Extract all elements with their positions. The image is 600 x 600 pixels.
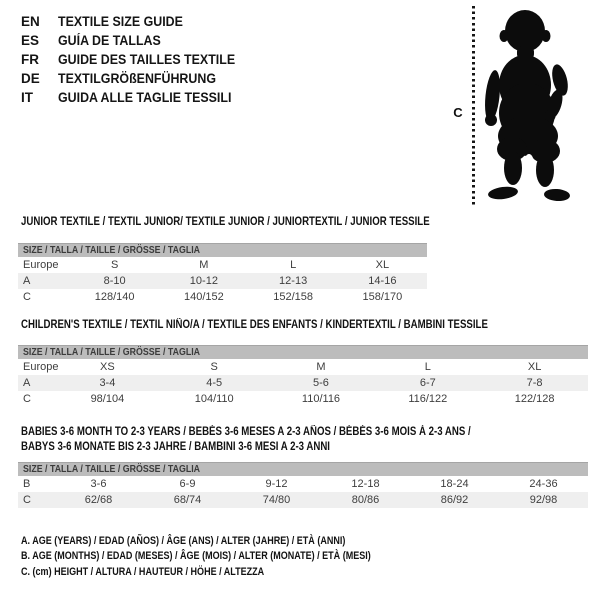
language-row-en bbox=[21, 12, 251, 31]
measurement-legend bbox=[21, 534, 448, 580]
children-table-title: CHILDREN'S TEXTILE / TEXTIL NIÑO/A / TEXTILE DES ENFANTS / KINDERTEXTIL / BAMBINI TESSILE bbox=[21, 319, 488, 331]
language-code: DE bbox=[21, 71, 40, 86]
size-cell: 18-24 bbox=[440, 478, 469, 490]
language-title: GUIDE DES TAILLES TEXTILE bbox=[58, 52, 236, 67]
size-cell: 152/158 bbox=[273, 291, 313, 303]
size-cell: 24-36 bbox=[529, 478, 558, 490]
size-cell: 10-12 bbox=[189, 275, 218, 287]
children-size-table bbox=[18, 345, 588, 407]
babies-size-table bbox=[18, 462, 588, 508]
size-cell: S bbox=[110, 259, 119, 271]
table-row bbox=[18, 391, 588, 407]
size-cell: L bbox=[290, 259, 297, 271]
size-cell: 6-7 bbox=[419, 377, 436, 389]
language-code: FR bbox=[21, 52, 39, 67]
row-label: C bbox=[23, 494, 31, 506]
language-row-de bbox=[21, 69, 251, 88]
junior-table-title: JUNIOR TEXTILE / TEXTIL JUNIOR/ TEXTILE JUNIOR / JUNIORTEXTIL / JUNIOR TESSILE bbox=[21, 216, 430, 228]
size-cell: 14-16 bbox=[368, 275, 397, 287]
size-cell: 9-12 bbox=[265, 478, 288, 490]
language-list bbox=[21, 12, 251, 107]
junior-size-table bbox=[18, 243, 427, 305]
table-row bbox=[18, 492, 588, 508]
language-title: GUIDA ALLE TAGLIE TESSILI bbox=[58, 90, 232, 105]
row-label: C bbox=[23, 393, 31, 405]
size-cell: 92/98 bbox=[529, 494, 558, 506]
language-code: EN bbox=[21, 14, 40, 29]
row-label: A bbox=[23, 377, 31, 389]
size-cell: 3-4 bbox=[99, 377, 116, 389]
height-dashed-line bbox=[472, 6, 475, 207]
legend-line-a: A. AGE (YEARS) / EDAD (AÑOS) / ÂGE (ANS) / ALTER (JAHRE) / ETÀ (ANNI) bbox=[21, 535, 346, 547]
row-label: B bbox=[23, 478, 31, 490]
size-header-bar: SIZE / TALLA / TAILLE / GRÖSSE / TAGLIA bbox=[18, 243, 427, 257]
size-cell: 12-18 bbox=[351, 478, 380, 490]
size-cell: M bbox=[316, 361, 326, 373]
size-cell: 62/68 bbox=[84, 494, 113, 506]
size-cell: 158/170 bbox=[362, 291, 403, 303]
language-row-es bbox=[21, 31, 251, 50]
size-cell: 122/128 bbox=[514, 393, 555, 405]
size-cell: 8-10 bbox=[103, 275, 126, 287]
row-label: A bbox=[23, 275, 31, 287]
table-row bbox=[18, 257, 427, 273]
row-label: Europe bbox=[23, 259, 59, 271]
table-row bbox=[18, 289, 427, 305]
size-cell: 3-6 bbox=[90, 478, 107, 490]
table-row bbox=[18, 476, 588, 492]
language-row-it bbox=[21, 88, 251, 107]
size-cell: 74/80 bbox=[262, 494, 291, 506]
table-row bbox=[18, 375, 588, 391]
size-cell: 6-9 bbox=[179, 478, 196, 490]
size-cell: 12-13 bbox=[279, 275, 308, 287]
table-row bbox=[18, 359, 588, 375]
size-cell: 80/86 bbox=[351, 494, 380, 506]
size-header-bar: SIZE / TALLA / TAILLE / GRÖSSE / TAGLIA bbox=[18, 462, 588, 476]
size-cell: XL bbox=[375, 259, 390, 271]
language-row-fr bbox=[21, 50, 251, 69]
language-code: IT bbox=[21, 90, 33, 105]
row-label: C bbox=[23, 291, 31, 303]
size-cell: S bbox=[210, 361, 218, 373]
size-cell: XL bbox=[527, 361, 542, 373]
size-cell: 140/152 bbox=[183, 291, 224, 303]
language-title: TEXTILGRÖßENFÜHRUNG bbox=[58, 71, 217, 86]
language-code: ES bbox=[21, 33, 40, 48]
language-title: GUÍA DE TALLAS bbox=[58, 33, 161, 48]
size-cell: 68/74 bbox=[173, 494, 202, 506]
row-label: Europe bbox=[23, 361, 59, 373]
size-cell: 128/140 bbox=[94, 291, 135, 303]
size-cell: 5-6 bbox=[313, 377, 329, 389]
size-cell: 86/92 bbox=[440, 494, 469, 506]
size-cell: M bbox=[199, 259, 209, 271]
language-title: TEXTILE SIZE GUIDE bbox=[58, 14, 183, 29]
table-row bbox=[18, 273, 427, 289]
size-cell: L bbox=[424, 361, 431, 373]
legend-line-b: B. AGE (MONTHS) / EDAD (MESES) / ÂGE (MOIS) / ALTER (MONATE) / ETÀ (MESI) bbox=[21, 550, 371, 563]
size-cell: 116/122 bbox=[408, 393, 448, 405]
babies-table-title: BABIES 3-6 MONTH TO 2-3 YEARS / BEBÉS 3-6 MESES A 2-3 AÑOS / BÉBÉS 3-6 MOIS À 2-3 ANS / BABYS 3-6 MONATE BIS 2-3 JAHRE / BAMBINI 3-6 MESI A 2-3 ANNI bbox=[21, 426, 471, 453]
size-cell: 110/116 bbox=[301, 393, 341, 405]
height-measure-label: C bbox=[453, 105, 463, 120]
size-cell: 98/104 bbox=[90, 393, 125, 405]
size-cell: 4-5 bbox=[206, 377, 223, 389]
size-header-bar: SIZE / TALLA / TAILLE / GRÖSSE / TAGLIA bbox=[18, 345, 588, 359]
size-cell: 104/110 bbox=[194, 393, 234, 405]
toddler-silhouette-icon bbox=[479, 8, 585, 204]
size-cell: 7-8 bbox=[526, 377, 543, 389]
legend-line-c: C. (cm) HEIGHT / ALTURA / HAUTEUR / HÖHE / ALTEZZA bbox=[21, 565, 265, 578]
size-cell: XS bbox=[100, 361, 115, 373]
